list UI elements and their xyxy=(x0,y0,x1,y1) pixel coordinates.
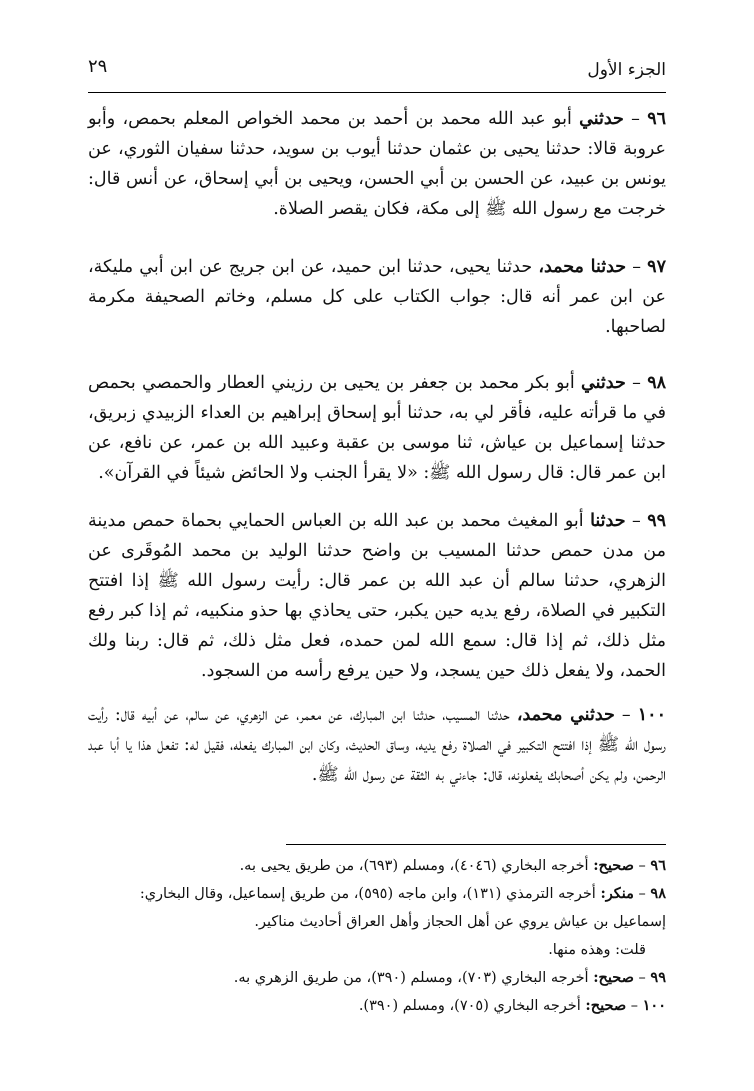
running-head xyxy=(88,56,666,86)
footnote-divider xyxy=(286,844,666,845)
hadith-97: ٩٧ – حدثنا محمد، حدثنا يحيى، حدثنا ابن حميد، عن ابن جريج عن ابن أبي مليكة، عن ابن عمر أنه قال: جواب الكتاب على كل مسلم، وخاتم الصحيفة مكرمة لصاحبها. xyxy=(88,257,666,337)
hadith-98: ٩٨ – حدثني أبو بكر محمد بن جعفر بن يحيى بن رزيني العطار والحمصي بحمص في ما قرأته عليه، فأقر لي به، حدثنا أبو إسحاق إبراهيم بن العداء الزبيدي زبريق، حدثنا إسماعيل بن عياش، ثنا موسى بن عقبة وعبيد الله بن عمر، عن نافع، عن ابن عمر قال: قال رسول الله ﷺ: «لا يقرأ الجنب ولا الحائض شيئاً في القرآن». xyxy=(88,373,666,483)
footnote-grade: منكر: xyxy=(600,885,634,902)
hadith-text: أبو المغيث محمد بن عبد الله بن العباس الحمايي بحماة حمص مدينة من مدن حمص حدثنا المسيب بن واضح حدثنا الوليد بن محمد المُوقَرى عن الزهري، حدثنا سالم أن عبد الله بن عمر قال: رأيت رسول الله ﷺ إذا افتتح التكبير في الصلاة، رفع يديه حين يكبر، حتى يحاذي بها حذو منكبيه، ثم إذا كبر رفع مثل ذلك، ثم إذا قال: سمع الله لمن حمده، فعل مثل ذلك، ثم قال: ربنا ولك الحمد، ولا يفعل ذلك حين يسجد، ولا حين يرفع رأسه من السجود. xyxy=(88,511,666,681)
footnote-98: ٩٨ – منكر: أخرجه الترمذي (١٣١)، وابن ماجه (٥٩٥)، من طريق إسماعيل، وقال البخاري: إسماعيل بن عياش يروي عن أهل الحجاز وأهل العراق أحاديث مناكير. xyxy=(139,885,666,930)
footnote-text: أخرجه الترمذي (١٣١)، وابن ماجه (٥٩٥)، من طريق إسماعيل، وقال البخاري: إسماعيل بن عياش يروي عن أهل الحجاز وأهل العراق أحاديث مناكير. xyxy=(139,886,666,930)
footnote-99: ٩٩ – صحيح: أخرجه البخاري (٧٠٣)، ومسلم (٣٩٠)، من طريق الزهري به. xyxy=(233,969,666,986)
book-part-title: الجزء الأول xyxy=(587,60,666,80)
footnote-text: أخرجه البخاري (٤٠٤٦)، ومسلم (٦٩٣)، من طريق يحيى به. xyxy=(239,858,589,874)
hadith-96: ٩٦ – حدثني أبو عبد الله محمد بن أحمد بن محمد الخواص المعلم بحمص، وأبو عروبة قالا: حدثنا يحيى بن عثمان حدثنا أيوب بن سويد، حدثنا سفيان الثوري، عن يونس بن عبيد، عن الحسن بن أبي الحسن، ويحيى بن أبي إسحاق، عن أنس قال: خرجت مع رسول الله ﷺ إلى مكة، فكان يقصر الصلاة. xyxy=(88,109,666,219)
hadith-text: أبو بكر محمد بن جعفر بن يحيى بن رزيني العطار والحمصي بحمص في ما قرأته عليه، فأقر لي به، حدثنا أبو إسحاق إبراهيم بن العداء الزبيدي زبريق، حدثنا إسماعيل بن عياش، ثنا موسى بن عقبة وعبيد الله بن عمر، عن نافع، عن ابن عمر قال: قال رسول الله ﷺ: «لا يقرأ الجنب ولا الحائض شيئاً في القرآن». xyxy=(88,373,666,483)
footnote-grade: صحيح: xyxy=(585,997,627,1014)
hadith-number: ٩٧ xyxy=(647,257,666,277)
footnote-grade: صحيح: xyxy=(593,857,634,874)
footnote-text: قلت: وهذه منها. xyxy=(548,942,646,958)
hadith-number: ٩٨ xyxy=(647,373,666,393)
hadith-lead: حدثني xyxy=(581,373,626,393)
footnote-number: ١٠٠ xyxy=(642,997,666,1014)
hadith-lead: حدثني xyxy=(579,109,624,129)
hadith-text: حدثنا المسيب، حدثنا ابن المبارك، عن معمر، عن الزهري، عن سالم، عن أبيه قال: رأيت رسول الله ﷺ إذا افتتح التكبير في الصلاة رفع يديه، وساق الحديث، وكان ابن المبارك يفعله، فقيل له: تفعل هذا يا أبا عبد الرحمن، ولم يكن أصحابك يفعلونه، قال: جاءني به الثقة عن رسول الله ﷺ. xyxy=(88,705,666,785)
hadith-number: ١٠٠ xyxy=(637,705,666,725)
hadith-number: ٩٦ xyxy=(647,109,666,129)
footnote-text: أخرجه البخاري (٧٠٣)، ومسلم (٣٩٠)، من طريق الزهري به. xyxy=(233,970,589,986)
hadith-lead: حدثني محمد، xyxy=(516,705,615,725)
footnotes xyxy=(88,852,666,1020)
footnote-grade: صحيح: xyxy=(593,969,634,986)
hadith-100: ١٠٠ – حدثني محمد، حدثنا المسيب، حدثنا ابن المبارك، عن معمر، عن الزهري، عن سالم، عن أبيه قال: رأيت رسول الله ﷺ إذا افتتح التكبير في الصلاة رفع يديه، وساق الحديث، وكان ابن المبارك يفعله، فقيل له: تفعل هذا يا أبا عبد الرحمن، ولم يكن أصحابك يفعلونه، قال: جاءني به الثقة عن رسول الله ﷺ. xyxy=(88,705,666,785)
footnote-comment xyxy=(88,936,666,964)
footnote-number: ٩٩ xyxy=(650,969,666,986)
hadith-text: حدثنا يحيى، حدثنا ابن حميد، عن ابن جريج عن ابن أبي مليكة، عن ابن عمر أنه قال: جواب الكتاب على كل مسلم، وخاتم الصحيفة مكرمة لصاحبها. xyxy=(88,257,666,337)
page-number: ٢٩ xyxy=(88,56,108,77)
footnote-number: ٩٨ xyxy=(650,885,666,902)
hadith-lead: حدثنا xyxy=(590,511,626,531)
hadith-99: ٩٩ – حدثنا أبو المغيث محمد بن عبد الله بن العباس الحمايي بحماة حمص مدينة من مدن حمص حدثنا المسيب بن واضح حدثنا الوليد بن محمد المُوقَرى عن الزهري، حدثنا سالم أن عبد الله بن عمر قال: رأيت رسول الله ﷺ إذا افتتح التكبير في الصلاة، رفع يديه حين يكبر، حتى يحاذي بها حذو منكبيه، ثم إذا كبر رفع مثل ذلك، ثم إذا قال: سمع الله لمن حمده، فعل مثل ذلك، ثم قال: ربنا ولك الحمد، ولا يفعل ذلك حين يسجد، ولا حين يرفع رأسه من السجود. xyxy=(88,511,666,681)
hadith-number: ٩٩ xyxy=(647,511,666,531)
hadith-text: أبو عبد الله محمد بن أحمد بن محمد الخواص المعلم بحمص، وأبو عروبة قالا: حدثنا يحيى بن عثمان حدثنا أيوب بن سويد، حدثنا سفيان الثوري، عن يونس بن عبيد، عن الحسن بن أبي الحسن، ويحيى بن أبي إسحاق، عن أنس قال: خرجت مع رسول الله ﷺ إلى مكة، فكان يقصر الصلاة. xyxy=(88,109,666,219)
hadith-lead: حدثنا محمد، xyxy=(538,257,627,277)
footnote-100: ١٠٠ – صحيح: أخرجه البخاري (٧٠٥)، ومسلم (٣٩٠). xyxy=(358,997,666,1014)
footnote-number: ٩٦ xyxy=(650,857,666,874)
footnote-96: ٩٦ – صحيح: أخرجه البخاري (٤٠٤٦)، ومسلم (٦٩٣)، من طريق يحيى به. xyxy=(239,857,666,874)
header-divider xyxy=(88,92,666,93)
footnote-text: أخرجه البخاري (٧٠٥)، ومسلم (٣٩٠). xyxy=(358,998,581,1014)
